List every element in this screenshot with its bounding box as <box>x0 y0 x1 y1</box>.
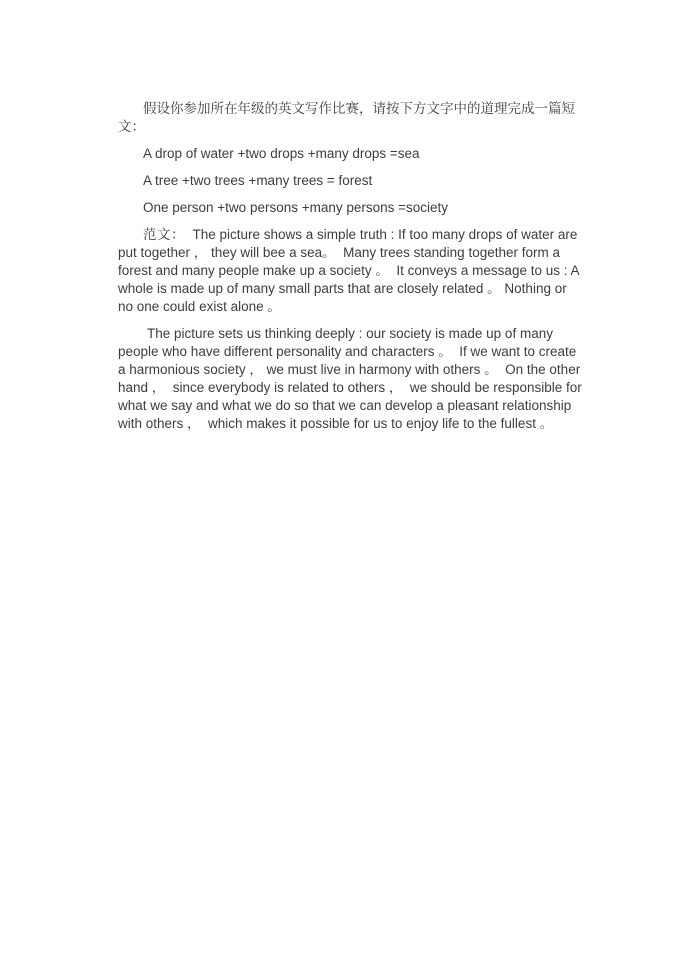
model-essay-label: 范文： <box>143 227 185 242</box>
formula-line-person: One person +two persons +many persons =society <box>143 200 449 215</box>
model-essay-paragraph-2: The picture sets us thinking deeply : our society is made up of many people who have different personality and characters 。 If we want to create a harmonious society ， we must live in harmony with others 。 On the other hand ， since everybody is related to others ， we should be responsible for what we say and what we do so that we can develop a pleasant relationship with others ， which makes it possible for us to enjoy life to the fullest 。 <box>118 326 586 431</box>
formula-line-water: A drop of water +two drops +many drops =sea <box>143 146 420 161</box>
model-essay-paragraph-1-text: The picture shows a simple truth : If too many drops of water are put together ， they will bee a sea。 Many trees standing together form a forest and many people make up a society 。 It conveys a message to us : A whole is made up of many small parts that are closely related 。 Nothing or no one could exist alone 。 <box>118 227 583 314</box>
formula-line-tree: A tree +two trees +many trees = forest <box>143 173 373 188</box>
document-content <box>0 0 690 433</box>
model-essay-paragraph-1 <box>118 226 583 316</box>
prompt-paragraph: 假设你参加所在年级的英文写作比赛，请按下方文字中的道理完成一篇短文： <box>118 101 575 134</box>
